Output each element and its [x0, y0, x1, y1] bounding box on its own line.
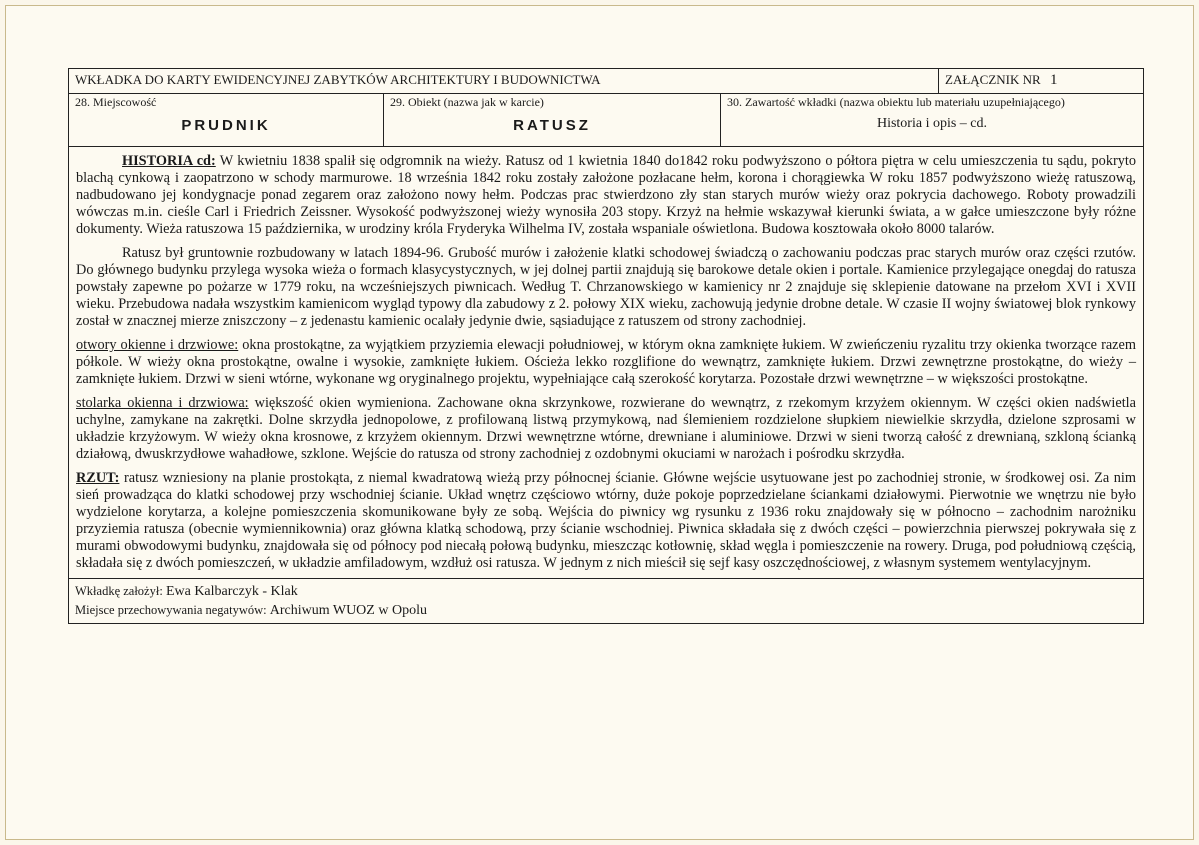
- expansion-paragraph: Ratusz był gruntownie rozbudowany w latach 1894-96. Grubość murów i założenie klatki schodowej świadczą o zachowaniu podczas prac starych murów oraz części rzutów. Do głównego budynku przylega wysoka wieża o formach klasycystycznych, w jej dolnej partii znajdują się barokowe detale okien i portale. Kamienice przylegające onegdaj do ratusza powstały zapewne po pożarze w 1779 roku, na wcześniejszych piwnicach. Według T. Chrzanowskiego w kamienicy nr 2 znajduje się sklepienie datowane na przełom XVI i XVII wieku. Przebudowa nadała wszystkim kamienicom wygląd typowy dla zabudowy z 2. połowy XIX wieku, zachowują jedynie drobne detale. W czasie II wojny światowej blok rynkowy został w znacznej mierze zniszczony – z jedenastu kamienic ocalały jedynie dwie, sąsiadujące z ratuszem od strony zachodniej.: [76, 245, 1136, 329]
- archive-line: [75, 601, 1137, 620]
- openings-heading: otwory okienne i drzwiowe:: [76, 337, 239, 353]
- openings-text: okna prostokątne, za wyjątkiem przyziemia elewacji południowej, w którym okna zamknięte łukiem. W zwieńczeniu ryzalitu trzy okienka tworzące razem półkole. W wieży okna prostokątne, owalne i wysokie, zamknięte łukiem. Ościeża lekko rozglifione do wewnątrz, zamknięte łukiem. Drzwi zewnętrzne prostokątne, do wieży – zamknięte łukiem. Drzwi w sieni wtórne, wykonane wg oryginalnego projektu, wypełniające całą szerokość korytarza. Pozostałe drzwi wewnętrzne – w większości prostokątne.: [76, 337, 1136, 387]
- author-value: Ewa Kalbarczyk - Klak: [165, 584, 298, 599]
- attachment-label: ZAŁĄCZNIK NR: [945, 72, 1041, 87]
- plan-text: ratusz wzniesiony na planie prostokąta, z niemal kwadratową wieżą przy północnej ścianie. Główne wejście usytuowane jest po zachodniej stronie, w środkowej osi. Za nim sień prowadząca do klatki schodowej przy wschodniej ścianie. Układ wnętrz częściowo wtórny, duże pokoje poprzedzielane ściankami działowymi. Pierwotnie we wnętrzu nie było wydzielone korytarza, a kolejne pomieszczenia skomunikowane były ze sobą. Wejścia do piwnicy wg rysunku z 1936 roku znajdowały się w północno – zachodnim narożniku przyziemia ratusza (obecnie wymiennikownia) oraz główna klatką schodową, przy ścianie wschodniej. Piwnica składała się z dwóch części – powierzchnia pierwszej pokrywała się z murami obwodowymi budynku, znajdowała się od północy pod niecałą połową budynku, mieszcząc kotłownię, skład węgla i pomieszczenie na rowery. Druga, pod południową częścią, składała się z dwóch pomieszczeń, w układzie amfiladowym, wzdłuż osi ratusza. W jednym z nich mieścił się sejf kasy oszczędnościowej, z własnym systemem wentylacyjnym.: [76, 470, 1136, 571]
- historia-paragraph: [76, 153, 1136, 238]
- content-value: Historia i opis – cd.: [876, 116, 988, 131]
- author-label: Wkładkę założył:: [75, 584, 163, 598]
- meta-row: [69, 94, 1143, 147]
- place-cell: [69, 94, 384, 146]
- historia-heading: HISTORIA cd:: [122, 153, 216, 169]
- author-line: [75, 582, 1137, 601]
- place-label: 28. Miejscowość: [75, 95, 157, 109]
- plan-heading: RZUT:: [76, 470, 120, 486]
- attachment-value: 1: [1049, 72, 1058, 88]
- card-frame: [5, 5, 1194, 840]
- archive-label: Miejsce przechowywania negatywów:: [75, 603, 267, 617]
- historia-text: W kwietniu 1838 spalił się odgromnik na wieży. Ratusz od 1 kwietnia 1840 do1842 roku podwyższono o półtora piętra w celu umieszczenia tu sądu, pokryto blachą cynkową i zaopatrzono w schody marmurowe. 18 września 1842 roku zostały założone pozłacane hełm, korona i chorągiewka W roku 1857 podwyższono wieżę ratuszową, nadbudowano jej kondygnacje ponad zegarem oraz założono nowy hełm. Podczas prac stwierdzono zły stan starych murów wieży oraz pokrycia dachowego. Roboty prowadzili wówczas m.in. cieśle Carl i Friedrich Zeissner. Wysokość podwyższonej wieży wynosiła 203 stopy. Krzyż na hełmie wskazywał kierunki świata, a w gałce umieszczone były różne dokumenty. Wieża ratuszowa 15 października, w urodziny króla Fryderyka Wilhelma IV, została wspaniale oświetlona. Budowa kosztowała około 8000 talarów.: [76, 153, 1136, 237]
- footer-cell: [69, 579, 1143, 623]
- openings-paragraph: [76, 337, 1136, 388]
- archive-value: Archiwum WUOZ w Opolu: [269, 603, 427, 618]
- plan-paragraph: [76, 470, 1136, 572]
- joinery-heading: stolarka okienna i drzwiowa:: [76, 395, 249, 411]
- document-table: [68, 68, 1144, 624]
- header-row: [69, 69, 1143, 94]
- attachment-number: [939, 69, 1143, 93]
- place-value: PRUDNIK: [181, 117, 271, 134]
- body-row: [69, 147, 1143, 579]
- content-cell: [721, 94, 1143, 146]
- form-title: WKŁADKA DO KARTY EWIDENCYJNEJ ZABYTKÓW ARCHITEKTURY I BUDOWNICTWA: [69, 69, 939, 93]
- object-value: RATUSZ: [513, 117, 591, 134]
- content-label: 30. Zawartość wkładki (nazwa obiektu lub materiału uzupełniającego): [727, 95, 1065, 109]
- joinery-paragraph: [76, 395, 1136, 463]
- footer-row: [69, 579, 1143, 623]
- joinery-text: większość okien wymieniona. Zachowane okna skrzynkowe, rozwierane do wewnątrz, z rzekomym krzyżem okiennym. W części okien nadświetla uchylne, zamykane na zakrętki. Dolne skrzydła jednopolowe, z profilowaną listwą przymykową, nad ślemieniem rozdzielone słupkiem niewielkie skrzydła, dzielone szprosami w układzie krzyżowym. W wieży okna krosnowe, z krzyżem okiennym. Drzwi wewnętrzne wtórne, drewniane i aluminiowe. Drzwi w sieni tworzą całość z drewnianą, szkloną ścianką działową, dwuskrzydłowe wahadłowe, szklone. Wejście do ratusza od strony zachodniej z ozdobnymi okuciami w narożach i pośrodku skrzydła.: [76, 395, 1136, 462]
- description-body: [69, 147, 1143, 578]
- object-label: 29. Obiekt (nazwa jak w karcie): [390, 95, 544, 109]
- object-cell: [384, 94, 721, 146]
